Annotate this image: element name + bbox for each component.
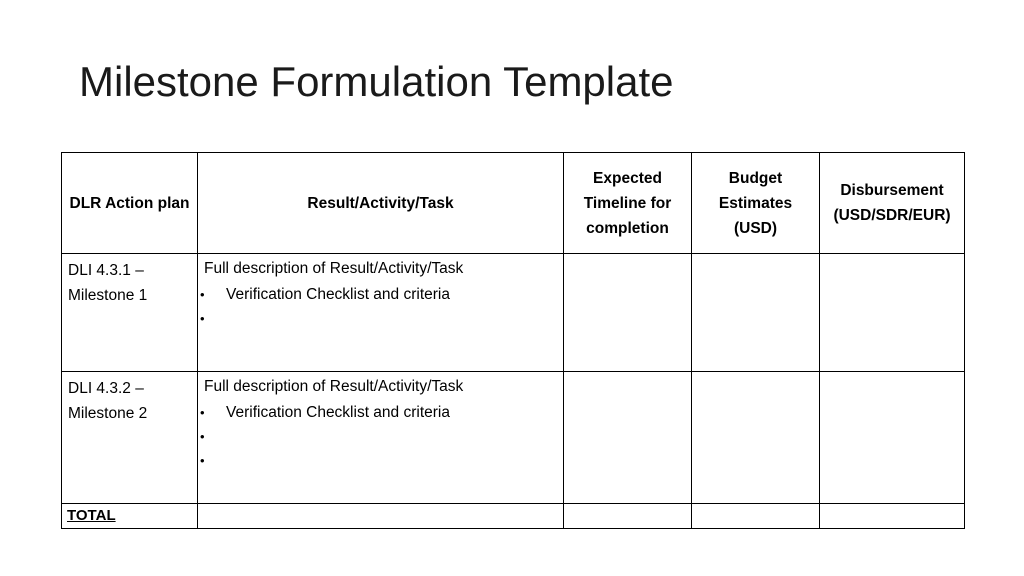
cell-budget[interactable] — [692, 372, 820, 504]
cell-total-timeline[interactable] — [564, 504, 692, 529]
header-disbursement: Disbursement (USD/SDR/EUR) — [820, 153, 965, 254]
result-description: Full description of Result/Activity/Task — [204, 260, 464, 277]
milestone-label: DLI 4.3.1 – Milestone 1 — [68, 262, 148, 304]
cell-timeline[interactable] — [564, 254, 692, 372]
cell-timeline[interactable] — [564, 372, 692, 504]
header-timeline: Expected Timeline for completion — [564, 153, 692, 254]
bullet-text: Verification Checklist and criteria — [226, 404, 450, 421]
slide-title: Milestone Formulation Template — [79, 58, 674, 105]
header-action-plan: DLR Action plan — [62, 153, 198, 254]
table-row-total — [62, 504, 965, 529]
bullet-icon: • — [200, 429, 205, 444]
cell-total-result[interactable] — [198, 504, 564, 529]
table-header-row — [62, 153, 965, 254]
bullet-text: Verification Checklist and criteria — [226, 286, 450, 303]
cell-disbursement[interactable] — [820, 372, 965, 504]
cell-budget[interactable] — [692, 254, 820, 372]
cell-total-disbursement[interactable] — [820, 504, 965, 529]
list-item — [198, 283, 563, 307]
list-item — [198, 449, 563, 473]
list-item — [198, 307, 563, 331]
table-row-milestone-1 — [62, 254, 965, 372]
total-label: TOTAL — [67, 507, 116, 524]
list-item — [198, 401, 563, 425]
bullet-icon: • — [200, 287, 205, 302]
cell-result[interactable] — [198, 372, 564, 504]
table-row-milestone-2 — [62, 372, 965, 504]
bullet-icon: • — [200, 453, 205, 468]
result-description: Full description of Result/Activity/Task — [204, 378, 464, 395]
header-result: Result/Activity/Task — [198, 153, 564, 254]
bullet-icon: • — [200, 405, 205, 420]
cell-action-plan[interactable] — [62, 254, 198, 372]
bullet-list — [198, 283, 563, 331]
bullet-icon: • — [200, 311, 205, 326]
cell-total-budget[interactable] — [692, 504, 820, 529]
milestone-label: DLI 4.3.2 – Milestone 2 — [68, 380, 148, 422]
cell-total-label[interactable] — [62, 504, 198, 529]
cell-result[interactable] — [198, 254, 564, 372]
milestone-table — [61, 152, 965, 529]
cell-disbursement[interactable] — [820, 254, 965, 372]
bullet-list — [198, 401, 563, 473]
list-item — [198, 425, 563, 449]
header-budget: Budget Estimates (USD) — [692, 153, 820, 254]
cell-action-plan[interactable] — [62, 372, 198, 504]
